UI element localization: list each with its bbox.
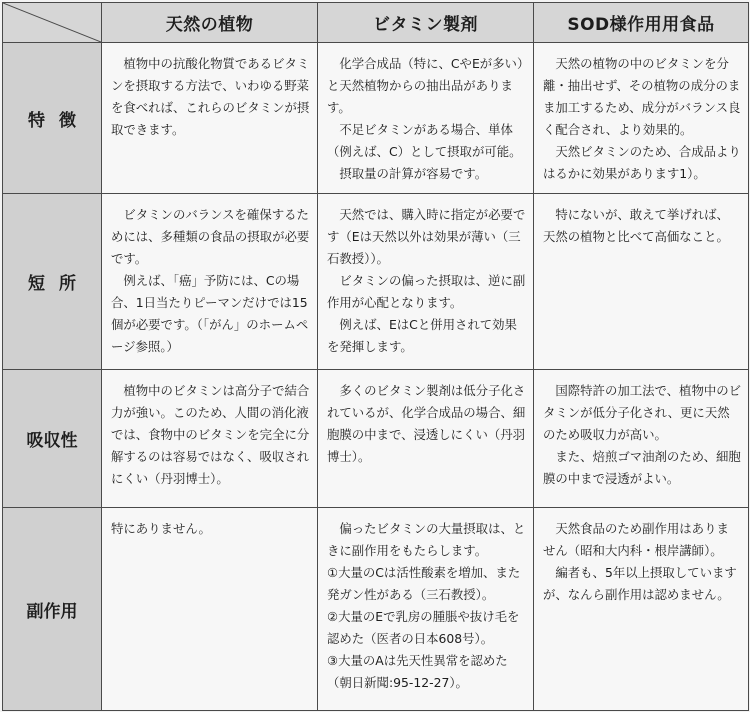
cell-features-vitamin [318, 43, 534, 194]
paragraph: 植物中のビタミンは高分子で結合力が強い。このため、人間の消化液では、食物中のビタミンを完全に分解するのは容易ではなく、吸収されにくい（丹羽博士）。 [111, 383, 310, 486]
paragraph: 天然食品のため副作用はありません（昭和大内科・根岸講師）。 [543, 521, 729, 558]
paragraph: 国際特許の加工法で、植物中のビタミンが低分子化され、更に天然のため吸収力が高い。 [543, 383, 742, 442]
list-item: ③大量のAは先天性異常を認めた（朝日新聞:95-12-27）。 [327, 653, 508, 690]
row-header-side-effects: 副作用 [3, 508, 102, 711]
cell-absorption-natural [102, 370, 318, 508]
list-item: ①大量のCは活性酸素を増加、また発ガン性がある（三石教授）。 [327, 565, 521, 602]
list-item: ②大量のEで乳房の腫脹や抜け毛を認めた（医者の日本608号）。 [327, 609, 520, 646]
cell-features-sod [534, 43, 749, 194]
paragraph: 例えば、「癌」予防には、Cの場合、1日当たりピーマンだけでは15個が必要です。（「がん」のホームページ参照。） [111, 273, 309, 354]
cell-drawbacks-vitamin [318, 194, 534, 370]
paragraph: 天然ビタミンのため、合成品よりはるかに効果があります1）。 [543, 144, 741, 181]
paragraph: 天然の植物の中のビタミンを分離・抽出せず、その植物の成分のまま加工するため、成分がバランス良く配合され、より効果的。 [543, 56, 741, 137]
header-row [3, 3, 749, 43]
cell-drawbacks-natural [102, 194, 318, 370]
paragraph: 編者も、5年以上摂取していますが、なんら副作用は認めません。 [543, 565, 737, 602]
table-row-drawbacks [3, 194, 749, 370]
paragraph: 特にありません。 [111, 521, 211, 536]
paragraph: 摂取量の計算が容易です。 [339, 166, 488, 181]
corner-cell [3, 3, 102, 43]
table-row-features [3, 43, 749, 194]
diagonal-line [3, 3, 101, 42]
paragraph: 天然では、購入時に指定が必要です（Eは天然以外は効果が薄い（三石教授））。 [327, 207, 526, 266]
paragraph: ビタミンのバランスを確保するためには、多種類の食品の摂取が必要です。 [111, 207, 310, 266]
paragraph: 偏ったビタミンの大量摂取は、ときに副作用をもたらします。 [327, 521, 526, 558]
column-header-vitamin: ビタミン製剤 [318, 3, 534, 43]
cell-absorption-sod [534, 370, 749, 508]
paragraph: 例えば、EはCと併用されて効果を発揮します。 [327, 317, 517, 354]
row-header-drawbacks: 短所 [3, 194, 102, 370]
cell-side-effects-vitamin [318, 508, 534, 711]
paragraph: 植物中の抗酸化物質であるビタミンを摂取する方法で、いわゆる野菜を食べれば、これらのビタミンが摂取できます。 [111, 56, 310, 137]
table-row-absorption [3, 370, 749, 508]
column-header-natural: 天然の植物 [102, 3, 318, 43]
cell-side-effects-sod [534, 508, 749, 711]
table-row-side-effects [3, 508, 749, 711]
cell-side-effects-natural [102, 508, 318, 711]
comparison-table [2, 2, 749, 711]
column-header-sod: SOD様作用用食品 [534, 3, 749, 43]
cell-drawbacks-sod [534, 194, 749, 370]
paragraph: 不足ビタミンがある場合、単体（例えば、C）として摂取が可能。 [327, 122, 522, 159]
row-header-features: 特徴 [3, 43, 102, 194]
row-header-absorption: 吸収性 [3, 370, 102, 508]
paragraph: 特にないが、敢えて挙げれば、天然の植物と比べて高価なこと。 [543, 207, 729, 244]
paragraph: 化学合成品（特に、CやEが多い）と天然植物からの抽出品があります。 [327, 56, 524, 115]
paragraph: また、焙煎ゴマ油剤のため、細胞膜の中まで浸透がよい。 [543, 449, 741, 486]
paragraph: ビタミンの偏った摂取は、逆に副作用が心配となります。 [327, 273, 526, 310]
paragraph: 多くのビタミン製剤は低分子化されているが、化学合成品の場合、細胞膜の中まで、浸透しにくい（丹羽博士）。 [327, 383, 526, 464]
cell-features-natural [102, 43, 318, 194]
cell-absorption-vitamin [318, 370, 534, 508]
